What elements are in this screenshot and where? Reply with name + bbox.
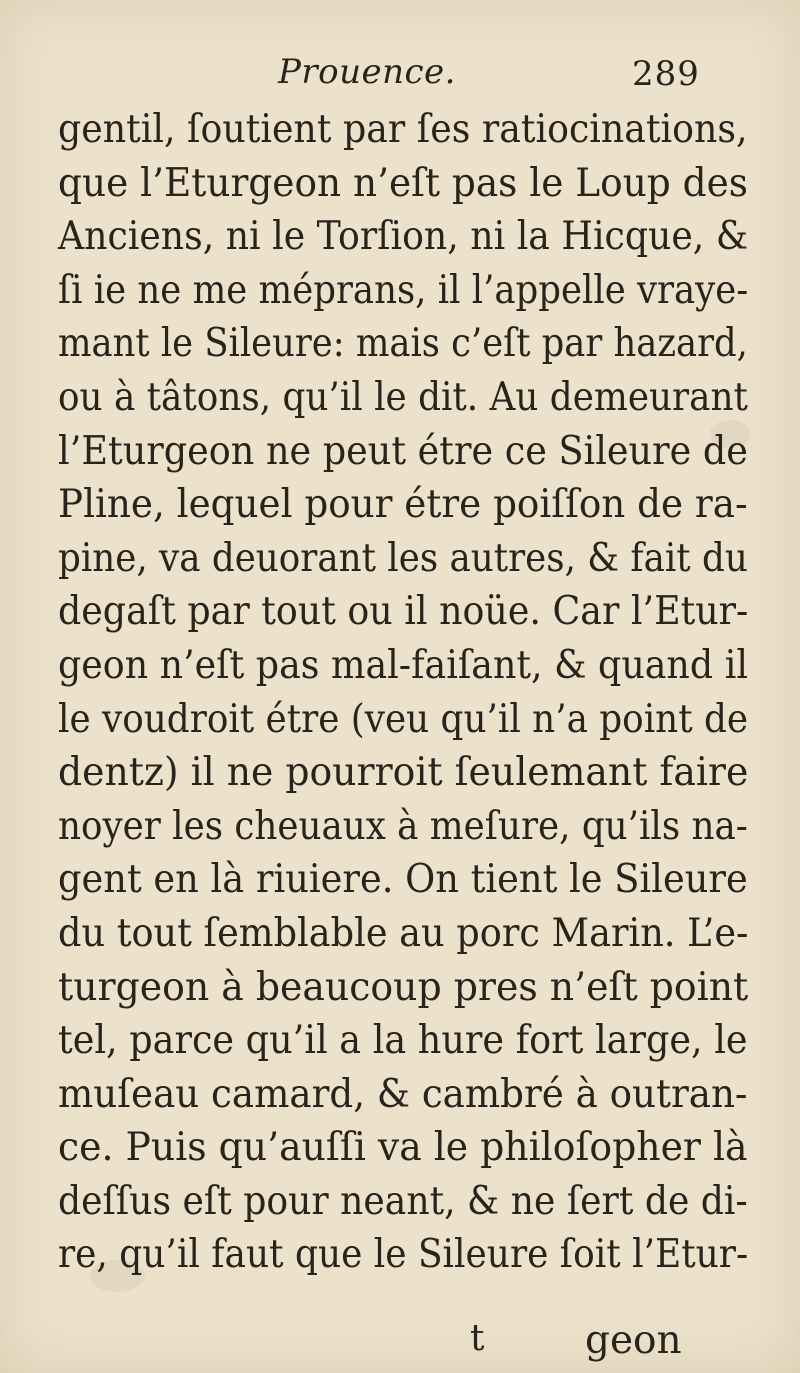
text-line: l’Eturgeon ne peut étre ce Sileure de <box>58 428 748 474</box>
text-line: Pline, lequel pour étre poiſſon de ra- <box>58 482 748 528</box>
page-header <box>0 52 800 102</box>
text-line: Anciens, ni le Torſion, ni la Hicque, & <box>58 214 749 260</box>
body-text <box>58 103 758 1282</box>
text-line: que l’Eturgeon n’eſt pas le Loup des <box>58 160 748 206</box>
text-line: tel, parce qu’il a la hure fort large, le <box>58 1018 748 1064</box>
text-line: ou à tâtons, qu’il le dit. Au demeurant <box>58 374 748 420</box>
text-line: geon n’eſt pas mal-faiſant, & quand il <box>58 642 748 688</box>
text-line: du tout ſemblable au porc Marin. L’e- <box>58 910 749 956</box>
text-line: ce. Puis qu’auſſi va le philoſopher là <box>58 1125 748 1171</box>
catchword: geon <box>585 1318 682 1363</box>
text-line: le voudroit étre (veu qu’il n’a point de <box>58 696 749 742</box>
running-title: Prouence. <box>278 52 456 92</box>
text-line: dentz) il ne pourroit ſeulemant faire <box>58 750 749 796</box>
page-number: 289 <box>632 54 700 94</box>
page-footer <box>0 1318 800 1363</box>
text-line: ſi ie ne me méprans, il l’appelle vraye- <box>58 267 749 313</box>
signature-mark: t <box>470 1318 485 1359</box>
text-line: mant le Sileure: mais c’eſt par hazard, <box>58 321 748 367</box>
text-line: degaſt par tout ou il noüe. Car l’Etur- <box>58 589 749 635</box>
text-line: re, qu’il faut que le Sileure ſoit l’Etur- <box>58 1232 749 1278</box>
text-line: noyer les cheuaux à meſure, qu’ils na- <box>58 803 748 849</box>
text-line: turgeon à beaucoup pres n’eſt point <box>58 964 749 1010</box>
text-line: muſeau camard, & cambré à outran- <box>58 1071 748 1117</box>
text-line: deſſus eſt pour neant, & ne ſert de di- <box>58 1178 748 1224</box>
text-line: pine, va deuorant les autres, & fait du <box>58 535 748 581</box>
text-line: gent en là riuiere. On tient le Sileure <box>58 857 748 903</box>
text-line: gentil, ſoutient par ſes ratiocinations, <box>58 107 748 152</box>
